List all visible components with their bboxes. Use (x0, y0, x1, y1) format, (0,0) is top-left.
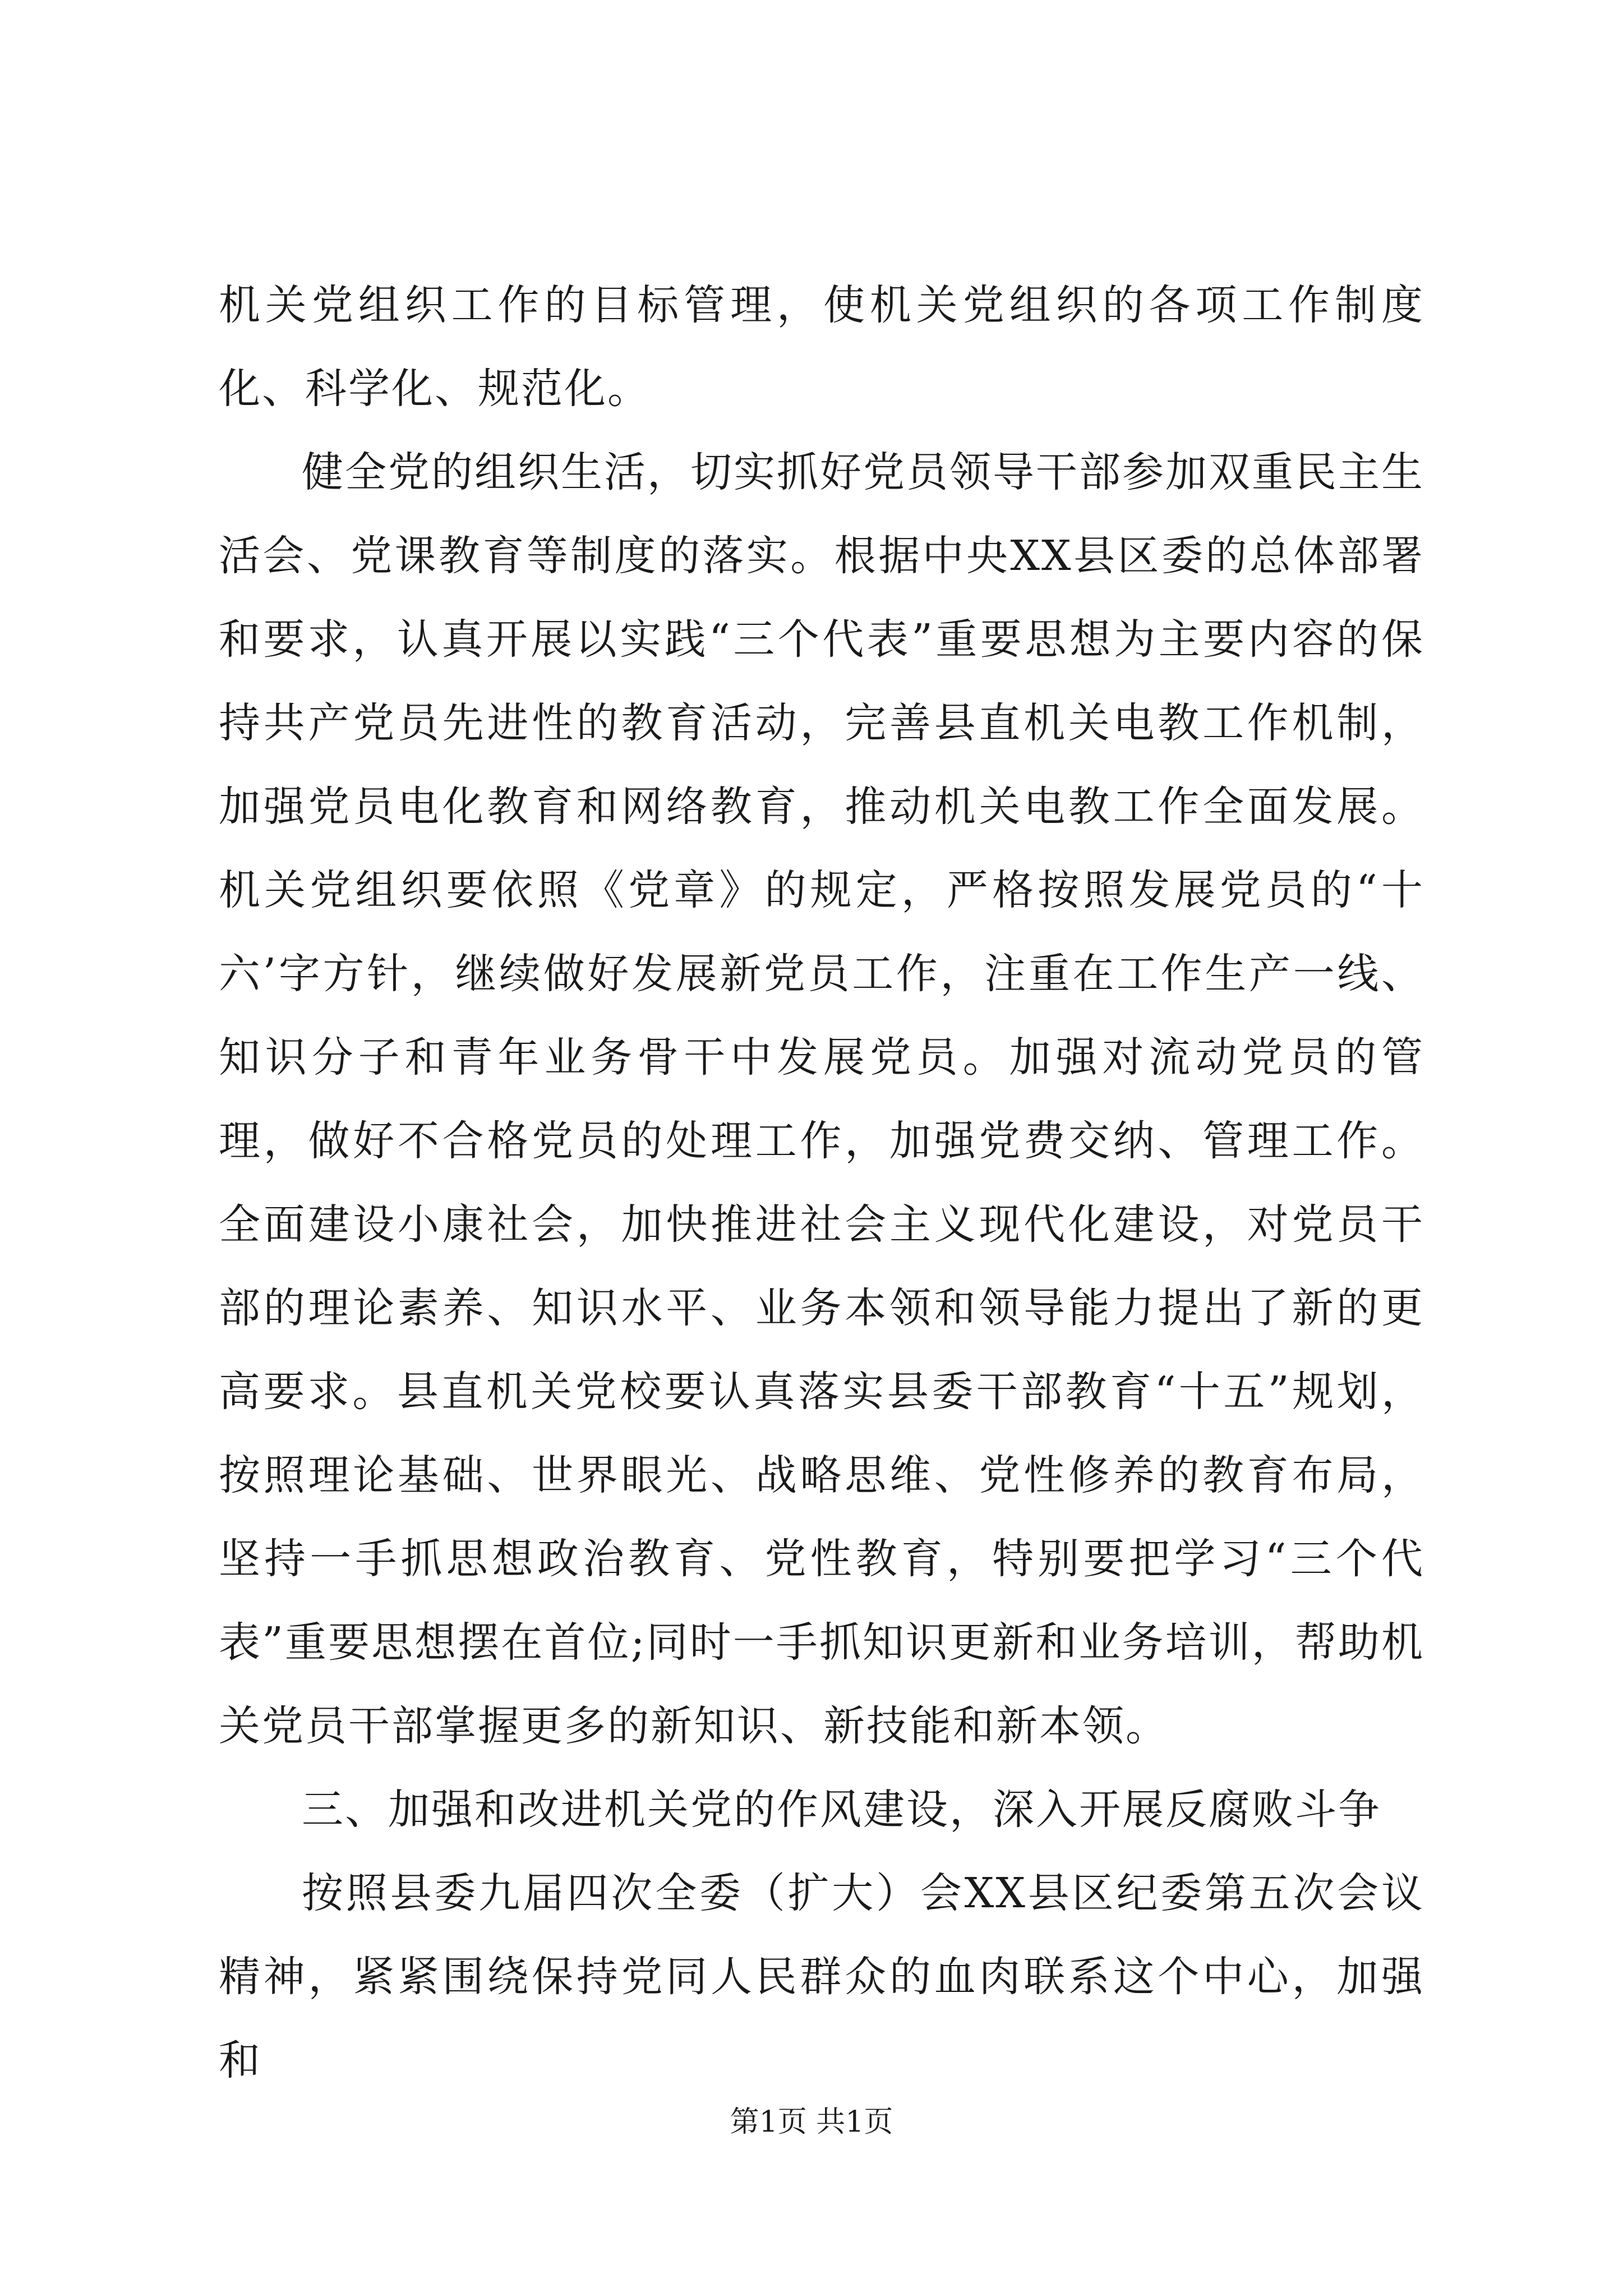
paragraph-1: 机关党组织工作的目标管理，使机关党组织的各项工作制度化、科学化、规范化。 (219, 281, 1424, 413)
page-footer (0, 2102, 1623, 2142)
section-heading: 三、加强和改进机关党的作风建设，深入开展反腐败斗争 (302, 1786, 1381, 1834)
document-body (219, 264, 1424, 2102)
page-number: 第1页 共1页 (730, 2105, 893, 2139)
paragraph-2: 健全党的组织生活，切实抓好党员领导干部参加双重民主生活会、党课教育等制度的落实。根据中央XX县区委的总体部署和要求，认真开展以实践“三个代表”重要思想为主要内容的保持共产党员先进性的教育活动，完善县直机关电教工作机制，加强党员电化教育和网络教育，推动机关电教工作全面发展。机关党组织要依照《党章》的规定，严格按照发展党员的“十六’字方针，继续做好发展新党员工作，注重在工作生产一线、知识分子和青年业务骨干中发展党员。加强对流动党员的管理，做好不合格党员的处理工作，加强党费交纳、管理工作。全面建设小康社会，加快推进社会主义现代化建设，对党员干部的理论素养、知识水平、业务本领和领导能力提出了新的更高要求。县直机关党校要认真落实县委干部教育“十五”规划，按照理论基础、世界眼光、战略思维、党性修养的教育布局，坚持一手抓思想政治教育、党性教育，特别要把学习“三个代表”重要思想摆在首位;同时一手抓知识更新和业务培训，帮助机关党员干部掌握更多的新知识、新技能和新本领。 (219, 448, 1424, 1750)
paragraph-3: 按照县委九届四次全委（扩大）会XX县区纪委第五次会议精神，紧紧围绕保持党同人民群众的血肉联系这个中心，加强和 (219, 1869, 1424, 2085)
